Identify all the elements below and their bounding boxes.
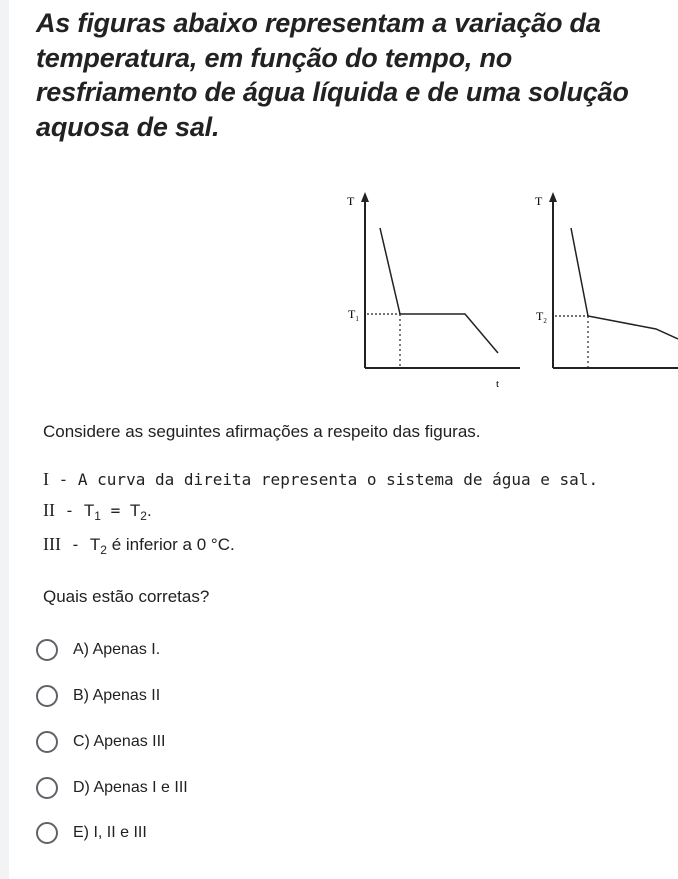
option-e[interactable] — [36, 819, 336, 847]
statement-iii-value: 0 °C — [196, 535, 230, 554]
option-c[interactable] — [36, 728, 336, 756]
question-prompt: Quais estão corretas? — [43, 587, 210, 606]
left-cooling-curve — [380, 228, 498, 353]
right-graph — [535, 192, 678, 368]
radio-icon[interactable] — [36, 685, 58, 707]
option-a-label: A) Apenas I. — [73, 641, 161, 658]
radio-icon[interactable] — [36, 777, 58, 799]
option-d[interactable] — [36, 774, 336, 802]
radio-icon[interactable] — [36, 822, 58, 844]
statement-ii-roman: II — [43, 500, 55, 520]
statements-intro: Considere as seguintes afirmações a respeito das figuras. — [43, 422, 481, 441]
statement-ii: II - $T_1 = T_2$. — [43, 500, 152, 523]
option-b[interactable] — [36, 682, 336, 710]
option-c-label: C) Apenas III — [73, 733, 166, 750]
option-a[interactable] — [36, 636, 336, 664]
option-e-label: E) I, II e III — [73, 824, 147, 841]
page-left-rail — [0, 0, 9, 879]
right-level-label: $T_2$ — [536, 309, 547, 325]
option-b-label: B) Apenas II — [73, 687, 161, 704]
left-t-axis-label: T — [347, 194, 355, 208]
radio-icon[interactable] — [36, 731, 58, 753]
statement-i-roman: I — [43, 469, 49, 489]
right-cooling-curve — [571, 228, 678, 339]
left-time-axis-label: t — [496, 378, 500, 390]
option-d-label: D) Apenas I e III — [73, 779, 188, 796]
statement-i-text: - A curva da direita representa o sistema de água e sal. — [49, 470, 599, 489]
statement-iii-roman: III — [43, 534, 61, 554]
cooling-curves-figure — [340, 188, 678, 398]
cooling-curves-svg — [340, 188, 678, 398]
left-graph — [347, 192, 520, 390]
left-level-label: $T_1$ — [348, 307, 359, 323]
statement-iii: III - $T_2$ é inferior a 0 °C. — [43, 534, 235, 557]
right-t-axis-label: T — [535, 194, 543, 208]
radio-icon[interactable] — [36, 639, 58, 661]
question-title: As figuras abaixo representam a variação da temperatura, em função do tempo, no resfriamento de água líquida e de uma solução aquosa de sal. — [36, 8, 629, 142]
statement-i — [43, 468, 598, 491]
